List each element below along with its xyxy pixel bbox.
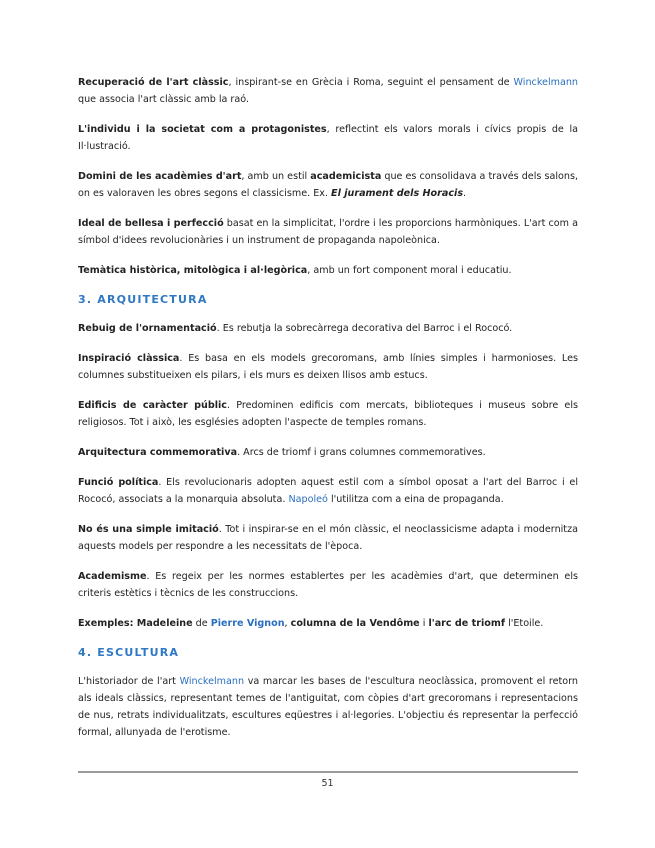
footer-divider: [78, 771, 578, 773]
paragraph-tematica: Temàtica històrica, mitològica i al·legòrica, amb un fort component moral i educatiu.: [78, 265, 512, 276]
page-number: 51: [321, 778, 334, 789]
paragraph-individu: L'individu i la societat com a protagonistes, reflectint els valors morals i cívics propis de la Il·lustració.: [78, 124, 578, 152]
paragraph-exemples: Exemples: Madeleine de Pierre Vignon, columna de la Vendôme i l'arc de triomf l'Etoile.: [78, 618, 544, 629]
link-winckelmann-2[interactable]: Winckelmann: [179, 676, 245, 687]
heading-arquitectura: 3. ARQUITECTURA: [78, 293, 208, 306]
paragraph-imitacio: No és una simple imitació. Tot i inspirar-se en el món clàssic, el neoclassicisme adapta i modernitza aquests models per respondre a les necessitats de l'època.: [78, 524, 578, 552]
paragraph-academisme: Academisme. Es regeix per les normes establertes per les acadèmies d'art, que determinen els criteris estètics i tècnics de les construccions.: [78, 571, 578, 599]
paragraph-academies: Domini de les acadèmies d'art, amb un estil academicista que es consolidava a través dels salons, on es valoraven les obres segons el classicisme. Ex. El jurament dels Horacis.: [78, 171, 578, 199]
paragraph-winckelmann: L'historiador de l'art Winckelmann va marcar les bases de l'escultura neoclàssica, promovent el retorn als ideals clàssics, representant temes de l'antiguitat, com còpies d'art grecoromans i representacions de nus, retrats individualitzats, escultures eqüestres i al·legories. L'objectiu és representar la perfecció formal, allunyada de l'erotisme.: [78, 676, 579, 738]
link-pierre-vignon[interactable]: Pierre Vignon: [210, 618, 285, 629]
paragraph-inspiracio: Inspiració clàssica. Es basa en els models grecoromans, amb línies simples i harmonioses. Les columnes substitueixen els pilars, i els murs es deixen llisos amb estucs.: [78, 353, 578, 381]
paragraph-commemorativa: Arquitectura commemorativa. Arcs de triomf i grans columnes commemoratives.: [78, 447, 486, 458]
paragraph-rebuig: Rebuig de l'ornamentació. Es rebutja la sobrecàrrega decorativa del Barroc i el Rococó.: [78, 323, 513, 334]
link-napoleo[interactable]: Napoleó: [288, 494, 328, 505]
heading-escultura: 4. ESCULTURA: [78, 646, 180, 659]
paragraph-edificis: Edificis de caràcter públic. Predominen edificis com mercats, biblioteques i museus sobre els religiosos. Tot i això, les esglésies adopten l'aspecte de temples romans.: [78, 400, 579, 428]
paragraph-recuperacio: Recuperació de l'art clàssic, inspirant-se en Grècia i Roma, seguint el pensament de Winckelmann que associa l'art clàssic amb la raó.: [78, 77, 578, 105]
link-winckelmann[interactable]: Winckelmann: [513, 77, 578, 88]
paragraph-funcio-politica: Funció política. Els revolucionaris adopten aquest estil com a símbol oposat a l'art del Barroc i el Rococó, associats a la monarquia absoluta. Napoleó l'utilitza com a eina de propaganda.: [78, 477, 578, 505]
paragraph-bellesa: Ideal de bellesa i perfecció basat en la simplicitat, l'ordre i les proporcions harmòniques. L'art com a símbol d'idees revolucionàries i un instrument de propaganda napoleònica.: [78, 218, 578, 246]
document-page: [78, 74, 578, 754]
